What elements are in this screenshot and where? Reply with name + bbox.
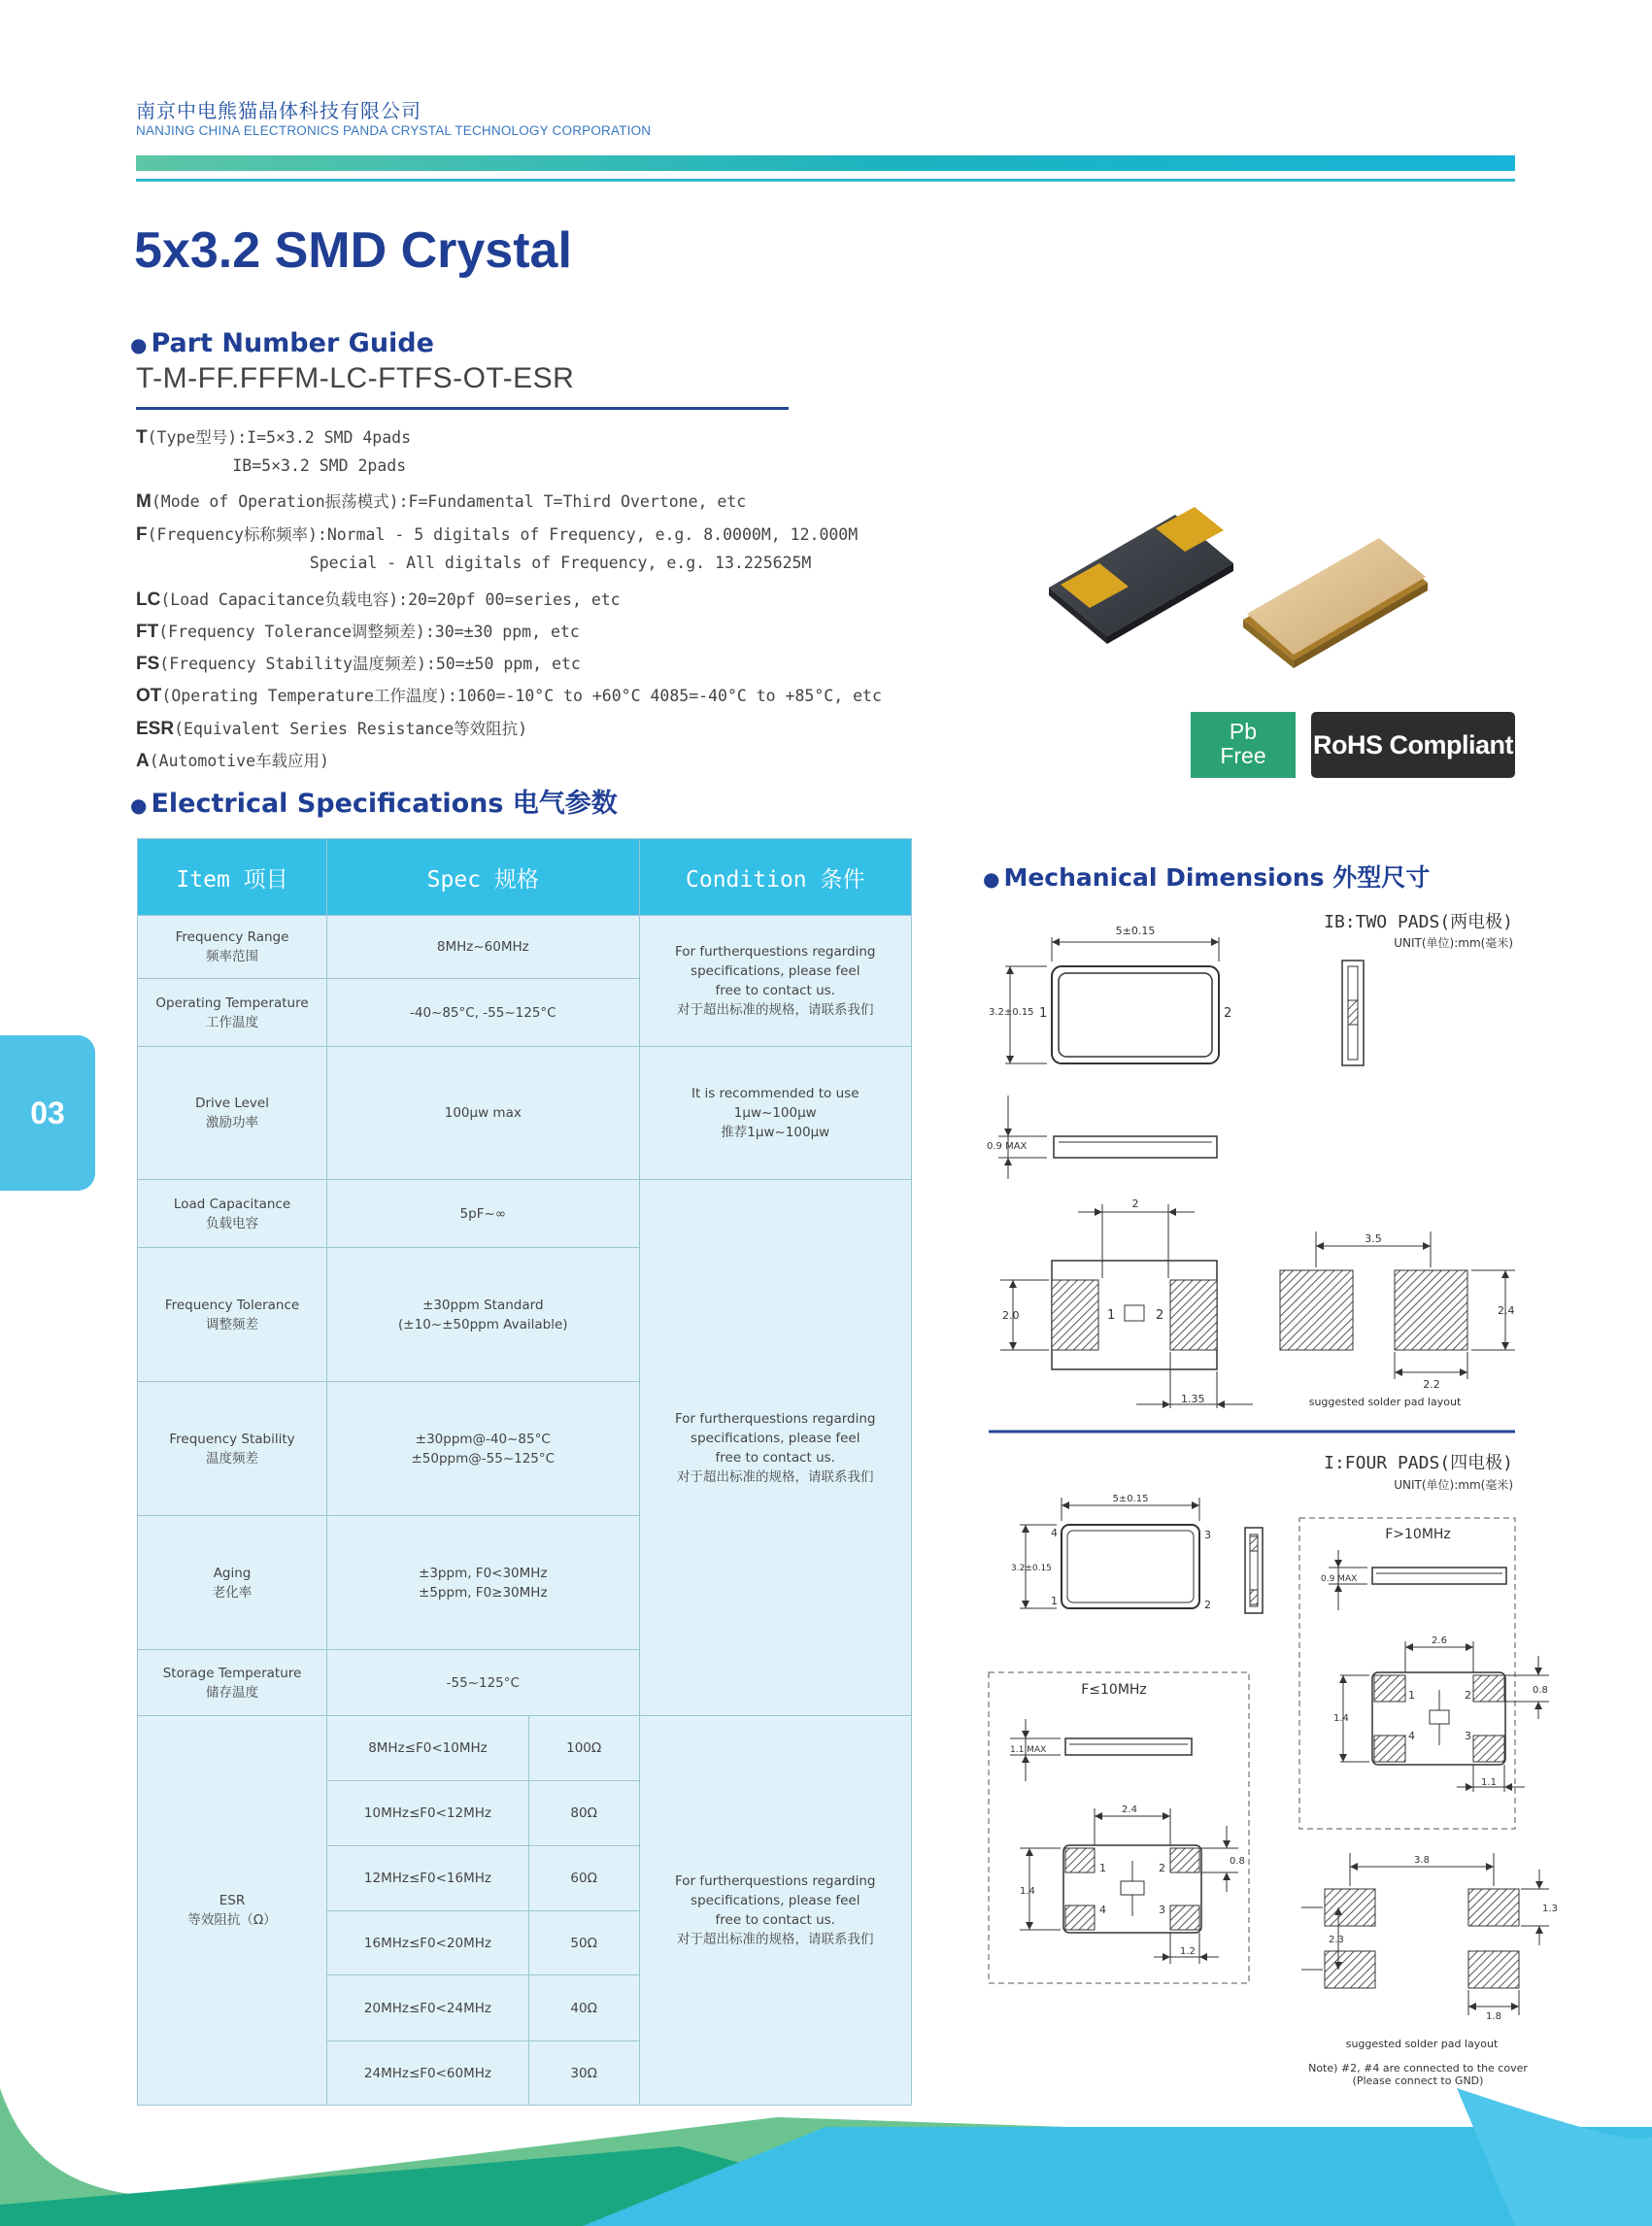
- f-gt-10mhz-box: [1299, 1518, 1549, 1829]
- part-guide-heading: ● Part Number Guide: [130, 328, 434, 358]
- pb-free-badge: [1191, 712, 1296, 778]
- part-guide-text: (Equivalent Series Resistance等效阻抗): [174, 720, 528, 738]
- dim-1-1: 1.1: [1481, 1777, 1497, 1788]
- ib-solder-pad-layout: [1280, 1231, 1515, 1408]
- item-cell: Operating Temperature 工作温度: [138, 979, 327, 1047]
- pin-2-label: 2: [1224, 1006, 1232, 1021]
- part-guide-line: [136, 683, 882, 707]
- part-guide-key: A: [136, 751, 150, 771]
- dim-1-8: 1.8: [1486, 2011, 1501, 2022]
- col-spec: Spec 规格: [327, 839, 639, 916]
- ib-bottom-view: [1000, 1197, 1253, 1408]
- i-solder-pad-layout: [1301, 1853, 1558, 2087]
- part-guide-line: [136, 716, 527, 740]
- spec-cell: ±3ppm, F0<30MHz ±5ppm, F0≥30MHz: [327, 1516, 639, 1650]
- spec-cell: -40~85°C, -55~125°C: [327, 979, 639, 1047]
- esr-range-cell: 20MHz≤F0<24MHz: [327, 1975, 529, 2041]
- ib-title: IB:TWO PADS(两电极): [1324, 912, 1513, 932]
- table-row: [138, 1047, 912, 1180]
- dim-1-3: 1.3: [1542, 1904, 1558, 1914]
- dim-width: 3.2±0.15: [989, 1007, 1034, 1018]
- dim-max-09: 0.9 MAX: [987, 1141, 1028, 1152]
- esr-value-cell: 80Ω: [528, 1781, 639, 1846]
- part-guide-key: M: [136, 491, 152, 512]
- esr-value-cell: 40Ω: [528, 1975, 639, 2041]
- part-guide-text: (Type型号):I=5×3.2 SMD 4pads: [147, 428, 412, 447]
- ib-top-view: [989, 925, 1231, 1063]
- part-guide-key: T: [136, 427, 148, 448]
- dim-1-4-i: 1.4: [1020, 1886, 1035, 1897]
- dim-1-35: 1.35: [1181, 1393, 1205, 1405]
- part-guide-text: (Automotive车载应用): [149, 752, 329, 770]
- part-guide-line: [136, 748, 329, 772]
- spec-cell: -55~125°C: [327, 1650, 639, 1716]
- footer-wave: [0, 2088, 1652, 2226]
- item-cell: ESR 等效阻抗（Ω）: [138, 1716, 327, 2106]
- ib-side-view: [1342, 961, 1364, 1065]
- part-guide-key: FS: [136, 654, 160, 674]
- i-title: I:FOUR PADS(四电极): [1324, 1453, 1513, 1473]
- item-cell: Drive Level 激励功率: [138, 1047, 327, 1180]
- page-title: 5x3.2 SMD Crystal: [134, 222, 572, 279]
- part-guide-line: [136, 651, 581, 675]
- dim-2-2: 2.2: [1423, 1378, 1440, 1391]
- i-pin-1: 1: [1051, 1595, 1058, 1607]
- electrical-heading: ● Electrical Specifications 电气参数: [130, 789, 618, 819]
- part-guide-key: OT: [136, 686, 162, 706]
- table-header-row: [138, 839, 912, 916]
- i-pin-4: 4: [1051, 1527, 1058, 1539]
- col-item: Item 项目: [138, 839, 327, 916]
- esr-range-cell: 8MHz≤F0<10MHz: [327, 1716, 529, 1781]
- pad-2-label: 2: [1156, 1308, 1164, 1323]
- part-guide-text: (Operating Temperature工作温度):1060=-10°C to +60°C 4085=-40°C to +85°C, etc: [161, 687, 882, 705]
- esr-range-cell: 12MHz≤F0<16MHz: [327, 1846, 529, 1911]
- part-guide-text: IB=5×3.2 SMD 2pads: [136, 456, 407, 475]
- esr-value-cell: 100Ω: [528, 1716, 639, 1781]
- ib-thickness-view: [987, 1096, 1217, 1179]
- crystal-product-image: [1039, 505, 1447, 670]
- dim-2-0: 2.0: [1002, 1309, 1020, 1322]
- part-guide-text: Special - All digitals of Frequency, e.g. 13.225625M: [136, 554, 812, 572]
- header-gradient-bar: [136, 155, 1515, 171]
- pb-free-line1: Pb: [1229, 719, 1258, 744]
- condition-cell: For furtherquestions regarding specifications, please feel free to contact us. 对于超出标准的规格，请联系我们: [639, 1180, 911, 1716]
- part-guide-line: [136, 456, 406, 475]
- item-cell: Load Capacitance 负载电容: [138, 1180, 327, 1248]
- part-guide-key: LC: [136, 590, 161, 610]
- item-cell: Frequency Tolerance 调整频差: [138, 1248, 327, 1382]
- solder-note-i: suggested solder pad layout: [1345, 2038, 1499, 2050]
- dim-max-11: 1.1 MAX: [1010, 1745, 1047, 1755]
- dim-2: 2: [1131, 1197, 1139, 1210]
- part-guide-line: [136, 489, 746, 513]
- col-condition: Condition 条件: [639, 839, 911, 916]
- dim-1-2: 1.2: [1180, 1946, 1196, 1957]
- header-rule: [136, 179, 1515, 182]
- pb-free-line2: Free: [1220, 743, 1266, 768]
- part-guide-text: (Load Capacitance负载电容):20=20pf 00=series, etc: [160, 590, 621, 609]
- part-guide-line: [136, 619, 580, 643]
- part-guide-key: ESR: [136, 719, 175, 739]
- f-le-10mhz-label: F≤10MHz: [1081, 1682, 1147, 1698]
- esr-range-cell: 24MHz≤F0<60MHz: [327, 2041, 529, 2106]
- dim-2-3: 2.3: [1329, 1935, 1344, 1945]
- table-row: [138, 1716, 912, 1781]
- part-guide-key: FT: [136, 622, 159, 642]
- i-low-pad-4: 4: [1099, 1904, 1106, 1916]
- f-gt-10mhz-label: F>10MHz: [1385, 1527, 1451, 1542]
- dim-2-4: 2.4: [1498, 1304, 1515, 1317]
- dim-3-8: 3.8: [1414, 1855, 1430, 1866]
- part-guide-text: (Frequency Stability温度频差):50=±50 ppm, etc: [159, 655, 581, 673]
- esr-value-cell: 30Ω: [528, 2041, 639, 2106]
- item-cell: Aging 老化率: [138, 1516, 327, 1650]
- esr-value-cell: 50Ω: [528, 1911, 639, 1975]
- company-name-cn: 南京中电熊猫晶体科技有限公司: [136, 99, 421, 122]
- dim-width-i: 3.2±0.15: [1011, 1564, 1052, 1573]
- dim-1-4: 1.4: [1333, 1713, 1349, 1724]
- i-top-view: [1011, 1494, 1211, 1611]
- dim-max-09-i: 0.9 MAX: [1321, 1574, 1358, 1584]
- company-name-en: NANJING CHINA ELECTRONICS PANDA CRYSTAL TECHNOLOGY CORPORATION: [136, 123, 652, 138]
- mechanical-heading: ● Mechanical Dimensions 外型尺寸: [983, 863, 1431, 892]
- note-line-2: (Please connect to GND): [1352, 2074, 1484, 2087]
- dim-length: 5±0.15: [1115, 925, 1156, 937]
- page-tab: 03: [0, 1035, 95, 1191]
- part-guide-text: (Frequency Tolerance调整频差):30=±30 ppm, etc: [158, 623, 580, 641]
- f-le-10mhz-box: [989, 1672, 1249, 1983]
- condition-cell: For furtherquestions regarding specifications, please feel free to contact us. 对于超出标准的规格，请联系我们: [639, 916, 911, 1047]
- spec-cell: 5pF~∞: [327, 1180, 639, 1248]
- part-guide-line: [136, 587, 621, 611]
- spec-cell: 8MHz~60MHz: [327, 916, 639, 979]
- pad-1-label: 1: [1107, 1308, 1116, 1323]
- part-guide-key: F: [136, 524, 148, 545]
- i-pin-3: 3: [1204, 1529, 1211, 1541]
- item-cell: Frequency Stability 温度频差: [138, 1382, 327, 1516]
- item-cell: Frequency Range 频率范围: [138, 916, 327, 979]
- dim-2-6: 2.6: [1432, 1636, 1447, 1646]
- part-guide-text: (Mode of Operation振荡模式):F=Fundamental T=Third Overtone, etc: [151, 492, 747, 511]
- item-cell: Storage Temperature 储存温度: [138, 1650, 327, 1716]
- i-pad-4: 4: [1408, 1730, 1415, 1742]
- esr-range-cell: 16MHz≤F0<20MHz: [327, 1911, 529, 1975]
- pin-1-label: 1: [1039, 1006, 1048, 1021]
- dim-length-i: 5±0.15: [1112, 1494, 1149, 1504]
- i-pad-2: 2: [1465, 1689, 1471, 1702]
- part-guide-line: [136, 554, 811, 572]
- condition-cell: It is recommended to use 1μw~100μw 推荐1μw~100μw: [639, 1047, 911, 1180]
- i-low-pad-1: 1: [1099, 1862, 1106, 1874]
- solder-note-ib: suggested solder pad layout: [1308, 1396, 1462, 1408]
- dim-0-8: 0.8: [1533, 1685, 1548, 1696]
- i-unit: UNIT(单位):mm(毫米): [1394, 1478, 1513, 1492]
- dim-0-8-i: 0.8: [1230, 1856, 1245, 1867]
- spec-cell: ±30ppm Standard (±10~±50ppm Available): [327, 1248, 639, 1382]
- esr-value-cell: 60Ω: [528, 1846, 639, 1911]
- part-guide-line: [136, 424, 411, 449]
- part-guide-line: [136, 522, 858, 546]
- rohs-badge: RoHS Compliant: [1311, 712, 1515, 778]
- i-low-pad-3: 3: [1159, 1904, 1165, 1916]
- electrical-spec-table: [137, 838, 912, 2106]
- table-row: [138, 1180, 912, 1248]
- i-low-pad-2: 2: [1159, 1862, 1165, 1874]
- dim-2-4-i: 2.4: [1122, 1804, 1137, 1815]
- part-guide-text: (Frequency标称频率):Normal - 5 digitals of Frequency, e.g. 8.0000M, 12.000M: [147, 525, 859, 544]
- i-pin-2: 2: [1204, 1599, 1211, 1611]
- spec-cell: 100μw max: [327, 1047, 639, 1180]
- condition-cell: For furtherquestions regarding specifications, please feel free to contact us. 对于超出标准的规格，请联系我们: [639, 1716, 911, 2106]
- table-row: [138, 916, 912, 979]
- i-side-view: [1245, 1528, 1263, 1613]
- part-number-code: T-M-FF.FFFM-LC-FTFS-OT-ESR: [136, 362, 575, 394]
- note-line-1: Note) #2, #4 are connected to the cover: [1308, 2062, 1528, 2074]
- esr-range-cell: 10MHz≤F0<12MHz: [327, 1781, 529, 1846]
- dim-3-5: 3.5: [1365, 1232, 1382, 1245]
- ib-unit: UNIT(单位):mm(毫米): [1394, 936, 1513, 950]
- i-pad-1: 1: [1408, 1689, 1415, 1702]
- part-guide-rule: [136, 407, 789, 410]
- spec-cell: ±30ppm@-40~85°C ±50ppm@-55~125°C: [327, 1382, 639, 1516]
- i-pad-3: 3: [1465, 1730, 1471, 1742]
